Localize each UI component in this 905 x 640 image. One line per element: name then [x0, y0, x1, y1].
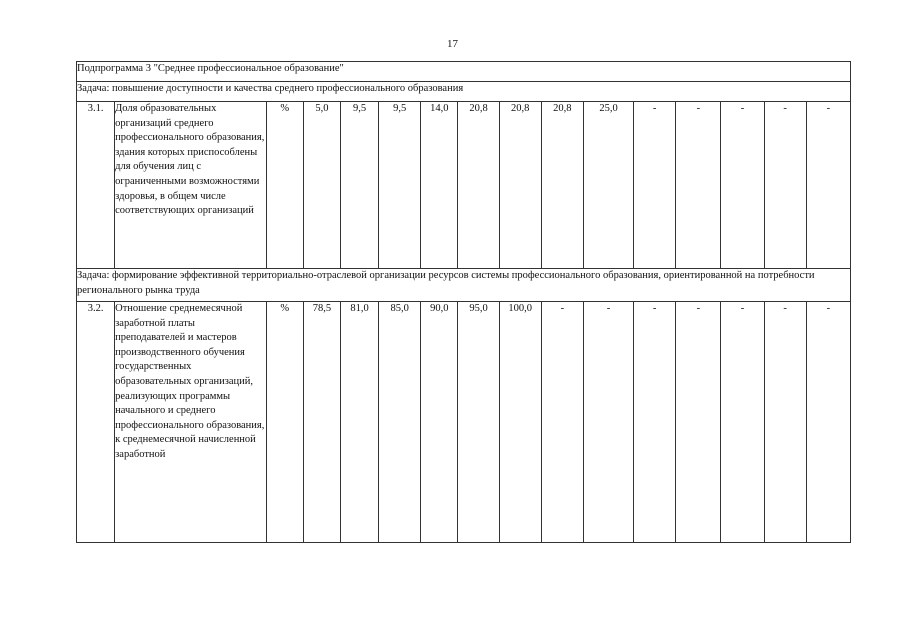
value-cell: 9,5: [379, 102, 421, 269]
value-cell: -: [676, 102, 721, 269]
unit-cell: %: [266, 102, 303, 269]
task-heading-2: Задача: формирование эффективной территориально-отраслевой организации ресурсов системы профессионального образования, ориентированной на потребности регионального рынка труда: [77, 269, 851, 302]
unit-cell: %: [266, 302, 303, 543]
subprogram-heading: Подпрограмма 3 "Среднее профессиональное образование": [77, 62, 851, 82]
value-cell: 100,0: [499, 302, 541, 543]
value-cell: 78,5: [303, 302, 340, 543]
value-cell: -: [764, 102, 806, 269]
row-number: 3.1.: [77, 102, 115, 269]
value-cell: 20,8: [499, 102, 541, 269]
value-cell: -: [634, 302, 676, 543]
value-cell: -: [764, 302, 806, 543]
value-cell: 90,0: [421, 302, 458, 543]
value-cell: 95,0: [458, 302, 499, 543]
indicator-description: Доля образовательных организаций среднего профессионального образования, здания которых приспособлены для обучения лиц с ограниченными возможностями здоровья, в общем числе соответствующих организаций: [115, 102, 267, 269]
table-row: [77, 102, 851, 269]
value-cell: 20,8: [458, 102, 499, 269]
value-cell: -: [541, 302, 583, 543]
indicators-table: [76, 61, 851, 543]
value-cell: 5,0: [303, 102, 340, 269]
value-cell: -: [806, 102, 850, 269]
value-cell: -: [806, 302, 850, 543]
value-cell: 25,0: [583, 102, 633, 269]
value-cell: 20,8: [541, 102, 583, 269]
value-cell: -: [676, 302, 721, 543]
row-number: 3.2.: [77, 302, 115, 543]
page-number: 17: [447, 38, 458, 50]
value-cell: 14,0: [421, 102, 458, 269]
value-cell: -: [583, 302, 633, 543]
value-cell: 81,0: [341, 302, 379, 543]
indicator-description: Отношение среднемесячной заработной платы преподавателей и мастеров производственного обучения государственных образовательных организаций, реализующих программы начального и среднего профессионального образования, к среднемесячной начисленной заработной: [115, 302, 267, 543]
value-cell: -: [721, 302, 764, 543]
task-heading-1: Задача: повышение доступности и качества среднего профессионального образования: [77, 82, 851, 102]
value-cell: 9,5: [341, 102, 379, 269]
value-cell: 85,0: [379, 302, 421, 543]
value-cell: -: [634, 102, 676, 269]
table-row: [77, 302, 851, 543]
value-cell: -: [721, 102, 764, 269]
